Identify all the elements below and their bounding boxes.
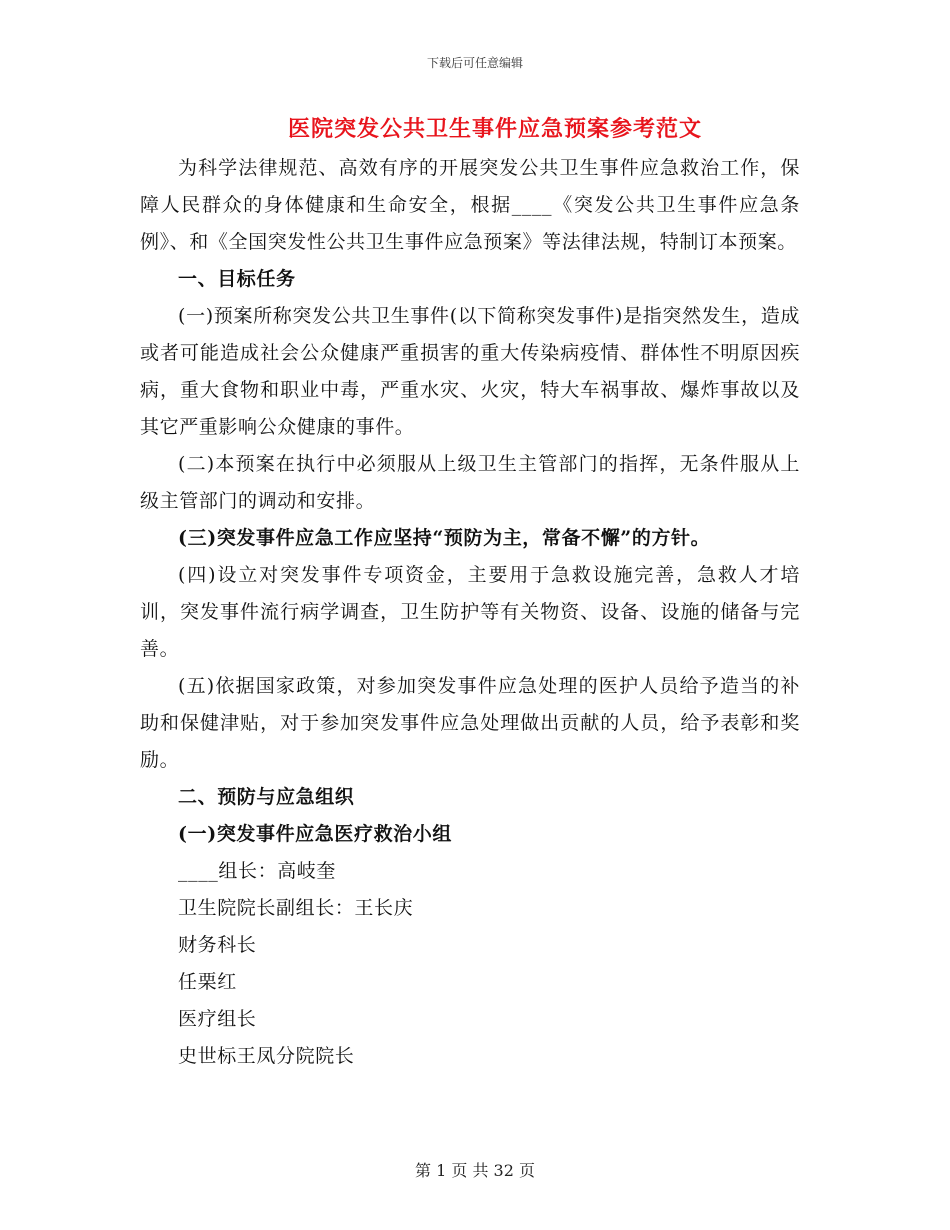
page-number-footer: 第 1 页 共 32 页 bbox=[415, 1161, 535, 1180]
team-line-leader: ____组长：高岐奎 bbox=[178, 860, 337, 882]
paragraph-intro: 为科学法律规范、高效有序的开展突发公共卫生事件应急救治工作，保障人民群众的身体健康和生命安全，根据____《突发公共卫生事件应急条例》、和《全国突发性公共卫生事件应急预案》等法律法规，特制订本预案。 bbox=[140, 157, 800, 253]
page-header-note: 下载后可任意编辑 bbox=[426, 56, 523, 70]
team-line-medical: 医疗组长 bbox=[178, 1008, 257, 1030]
paragraph-item-5: (五)依据国家政策，对参加突发事件应急处理的医护人员给予造当的补助和保健津贴，对于参加突发事件应急处理做出贡献的人员，给予表彰和奖励。 bbox=[140, 675, 800, 771]
section-heading-organization: 二、预防与应急组织 bbox=[178, 786, 355, 808]
team-line-branch: 史世标王凤分院院长 bbox=[178, 1045, 355, 1067]
paragraph-item-2: (二)本预案在执行中必须服从上级卫生主管部门的指挥，无条件服从上级主管部门的调动和安排。 bbox=[140, 453, 800, 512]
subsection-heading-team: (一)突发事件应急医疗救治小组 bbox=[178, 823, 452, 845]
paragraph-item-1: (一)预案所称突发公共卫生事件(以下简称突发事件)是指突然发生，造成或者可能造成社会公众健康严重损害的重大传染病疫情、群体性不明原因疾病，重大食物和职业中毒，严重水灾、火灾，特大车祸事故、爆炸事故以及其它严重影响公众健康的事件。 bbox=[140, 305, 800, 438]
team-line-name: 任栗红 bbox=[178, 971, 237, 993]
section-heading-goals: 一、目标任务 bbox=[178, 268, 296, 290]
paragraph-item-3: (三)突发事件应急工作应坚持“预防为主，常备不懈”的方针。 bbox=[178, 527, 711, 549]
document-body bbox=[140, 150, 800, 1075]
paragraph-item-4: (四)设立对突发事件专项资金，主要用于急救设施完善，急救人才培训，突发事件流行病学调查，卫生防护等有关物资、设备、设施的储备与完善。 bbox=[140, 564, 800, 660]
team-line-finance: 财务科长 bbox=[178, 934, 257, 956]
team-line-deputy: 卫生院院长副组长：王长庆 bbox=[178, 897, 414, 919]
document-title: 医院突发公共卫生事件应急预案参考范文 bbox=[287, 116, 702, 142]
